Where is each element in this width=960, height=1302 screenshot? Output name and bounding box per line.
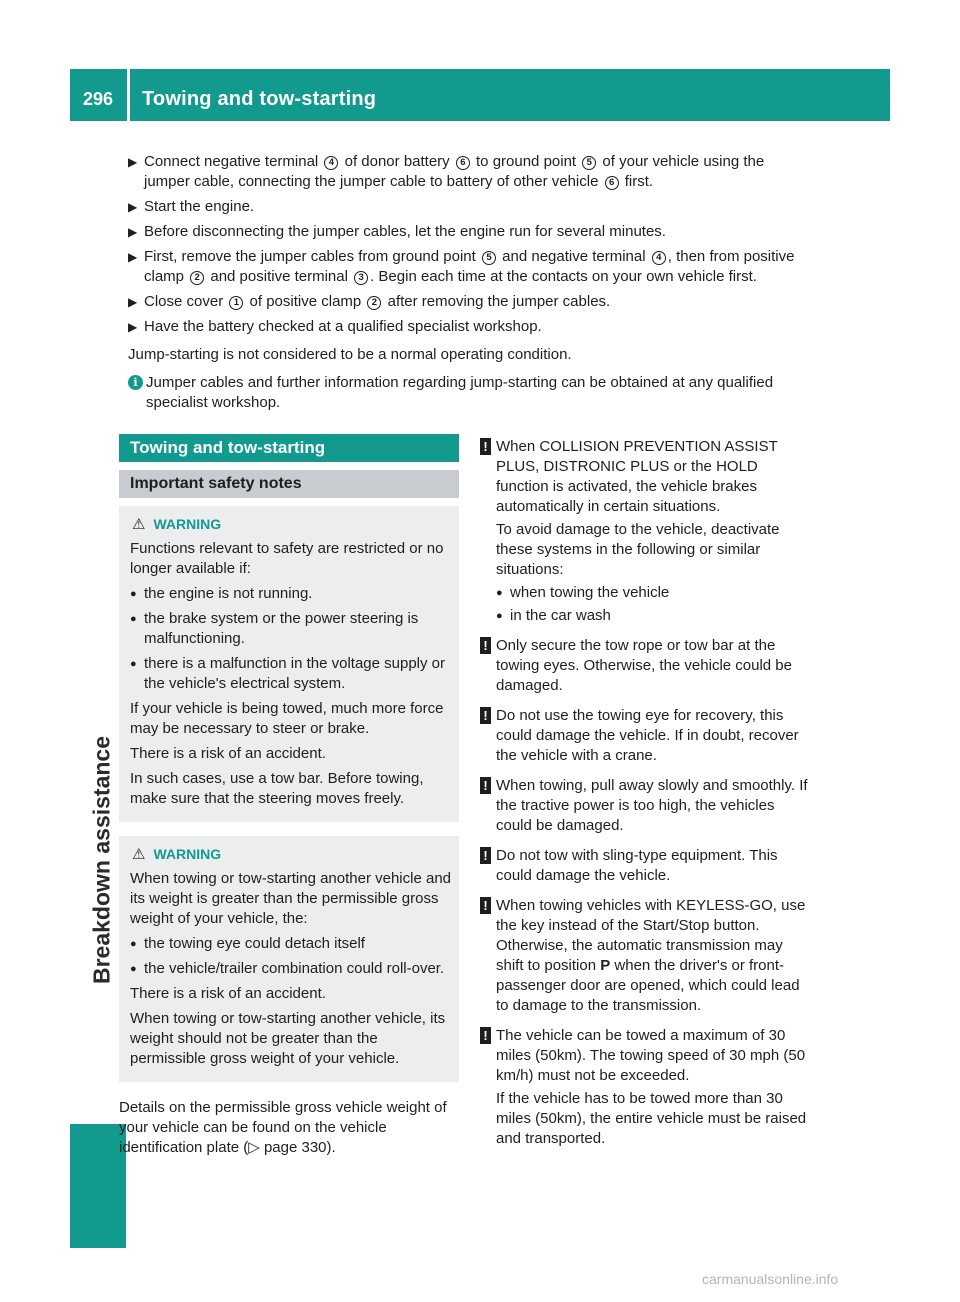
callout-number: 6 <box>456 156 470 170</box>
gross-weight-note: Details on the permissible gross vehicle weight of your vehicle can be found on the vehicle identification plate (▷ page 330). <box>119 1099 447 1156</box>
step-arrow-icon: ▶ <box>128 320 138 334</box>
list-item: ● the engine is not running. <box>130 585 313 602</box>
caution-icon: ! <box>480 897 491 914</box>
step-item: ▶ Have the battery checked at a qualified specialist workshop. <box>128 318 542 335</box>
side-section-label-text: Breakdown assistance <box>88 735 115 985</box>
step-arrow-icon: ▶ <box>128 295 138 309</box>
step-item: ▶ First, remove the jumper cables from ground point 5 and negative terminal 4 , then from positive clamp 2 and positive terminal 3 . Begin each time at the contacts on your own vehicle first. <box>128 248 795 285</box>
left-column <box>119 434 459 1173</box>
callout-number: 5 <box>482 251 496 265</box>
caution-icon: ! <box>480 438 491 455</box>
side-tab-marker <box>70 1124 126 1248</box>
caution-icon: ! <box>480 847 491 864</box>
bullet-icon: ● <box>130 963 137 975</box>
side-section-label <box>86 660 118 1060</box>
caution-icon: ! <box>480 707 491 724</box>
step-arrow-icon: ▶ <box>128 250 138 264</box>
list-item: ● when towing the vehicle <box>496 584 670 601</box>
header-divider <box>127 69 130 121</box>
subsection-title: Important safety notes <box>119 470 459 498</box>
warning-title: ⚠ WARNING <box>132 516 222 533</box>
page-header <box>70 69 890 121</box>
caution-note: ! When towing, pull away slowly and smoothly. If the tractive power is too high, the vehicles could be damaged. <box>480 776 814 836</box>
warning-triangle-icon: ⚠ <box>132 846 146 863</box>
caution-note: ! Only secure the tow rope or tow bar at the towing eyes. Otherwise, the vehicle could be damaged. <box>480 636 814 696</box>
step-arrow-icon: ▶ <box>128 200 138 214</box>
info-icon: i <box>128 375 143 390</box>
step-item: ▶ Start the engine. <box>128 198 255 215</box>
step-item: ▶ Close cover 1 of positive clamp 2 after removing the jumper cables. <box>128 293 611 310</box>
bullet-icon: ● <box>496 610 503 622</box>
bullet-icon: ● <box>130 588 137 600</box>
list-item: ● the towing eye could detach itself <box>130 935 365 952</box>
caution-icon: ! <box>480 777 491 794</box>
list-item: ● the brake system or the power steering is malfunctioning. <box>130 610 419 647</box>
caution-note: ! Do not use the towing eye for recovery, this could damage the vehicle. If in doubt, recover the vehicle with a crane. <box>480 706 814 766</box>
caution-icon: ! <box>480 1027 491 1044</box>
section-title: Towing and tow-starting <box>119 434 459 462</box>
warning-triangle-icon: ⚠ <box>132 516 146 533</box>
bullet-icon: ● <box>496 587 503 599</box>
callout-number: 1 <box>229 296 243 310</box>
header-title: Towing and tow-starting <box>142 88 377 110</box>
right-column <box>480 437 814 1159</box>
bullet-icon: ● <box>130 658 137 670</box>
caution-icon: ! <box>480 637 491 654</box>
page-ref-arrow-icon: ▷ <box>248 1139 260 1156</box>
step-item: ▶ Connect negative terminal 4 of donor battery 6 to ground point 5 of your vehicle using the jumper cable, connecting the jumper cable to battery of other vehicle 6 first. <box>128 153 765 190</box>
step-arrow-icon: ▶ <box>128 155 138 169</box>
callout-number: 6 <box>605 176 619 190</box>
bullet-icon: ● <box>130 938 137 950</box>
caution-note: ! When towing vehicles with KEYLESS-GO, use the key instead of the Start/Stop button. Otherwise, the automatic transmission may shift to position P when the driver's or front-passenger door are opened, which could lead to damage to the transmission. <box>480 896 814 1016</box>
warning-box: ⚠ WARNING Functions relevant to safety are restricted or no longer available if: ● the engine is not running. ● the brake system or the power steering is malfunctioning. ● there is a malfunction in the voltage supply or the vehicle's electrical system. If your vehicle is being towed, much more force may be necessary to steer or brake. There is a risk of an accident. In such cases, use a tow bar. Before towing, make sure that the steering moves freely. <box>119 506 459 822</box>
watermark[interactable]: carmanualsonline.info <box>702 1271 839 1287</box>
warning-box: ⚠ WARNING When towing or tow-starting another vehicle and its weight is greater than the permissible gross weight of your vehicle, the: ● the towing eye could detach itself ● the vehicle/trailer combination could roll-over. There is a risk of an accident. When towing or tow-starting another vehicle, its weight should not be greater than the permissible gross weight of your vehicle. <box>119 836 459 1082</box>
jump-start-note: Jump-starting is not considered to be a normal operating condition. <box>128 346 572 363</box>
step-item: ▶ Before disconnecting the jumper cables, let the engine run for several minutes. <box>128 223 666 240</box>
list-item: ● the vehicle/trailer combination could roll-over. <box>130 960 445 977</box>
caution-note: ! Do not tow with sling-type equipment. This could damage the vehicle. <box>480 846 814 886</box>
list-item: ● in the car wash <box>496 607 611 624</box>
warning-title: ⚠ WARNING <box>132 846 222 863</box>
info-note: i Jumper cables and further information regarding jump-starting can be obtained at any qualified specialist workshop. <box>128 373 814 413</box>
caution-note: ! The vehicle can be towed a maximum of 30 miles (50km). The towing speed of 30 mph (50 km/h) must not be exceeded. If the vehicle has to be towed more than 30 miles (50km), the entire vehicle must be raised and transported. <box>480 1026 814 1149</box>
list-item: ● there is a malfunction in the voltage supply or the vehicle's electrical system. <box>130 655 446 692</box>
caution-note: ! When COLLISION PREVENTION ASSIST PLUS, DISTRONIC PLUS or the HOLD function is activated, the vehicle brakes automatically in certain situations. To avoid damage to the vehicle, deactivate these systems in the following or similar situations: ● when towing the vehicle ● in the car wash <box>480 437 814 626</box>
jump-start-steps <box>128 152 814 413</box>
step-arrow-icon: ▶ <box>128 225 138 239</box>
callout-number: 4 <box>324 156 338 170</box>
callout-number: 2 <box>190 271 204 285</box>
page-number: 296 <box>82 89 114 109</box>
callout-number: 2 <box>367 296 381 310</box>
callout-number: 5 <box>582 156 596 170</box>
callout-number: 3 <box>354 271 368 285</box>
bullet-icon: ● <box>130 613 137 625</box>
callout-number: 4 <box>652 251 666 265</box>
